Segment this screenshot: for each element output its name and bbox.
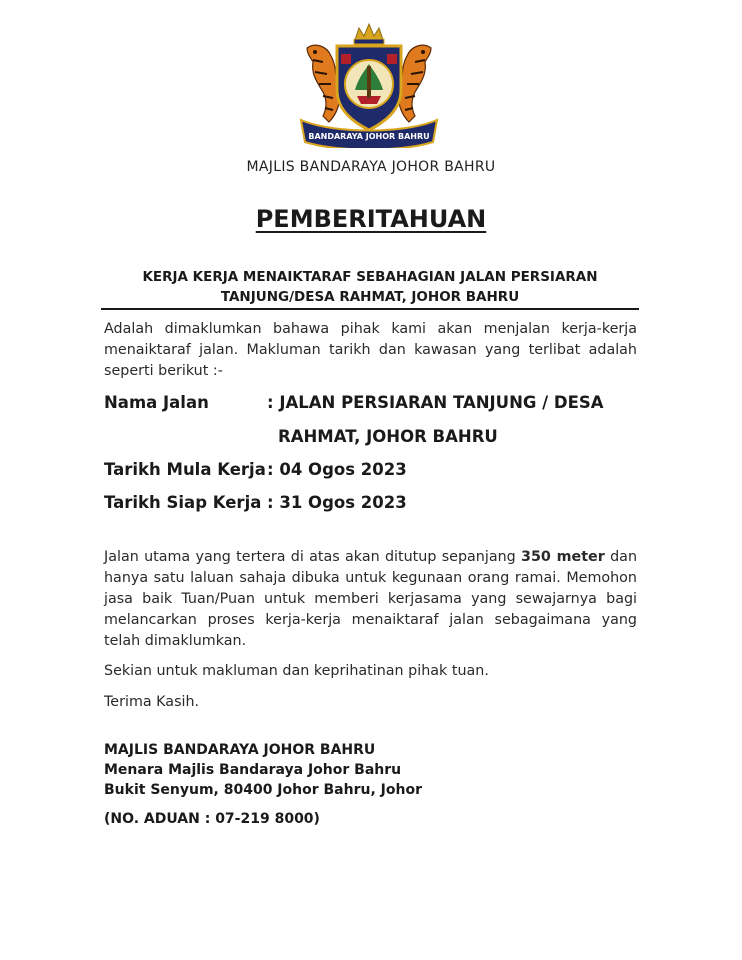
complaint-number: (NO. ADUAN : 07-219 8000) xyxy=(104,811,320,827)
left-tiger-icon xyxy=(307,45,340,122)
notice-title: PEMBERITAHUAN xyxy=(255,205,487,233)
crest-emblem-icon xyxy=(293,20,445,148)
organization-name: MAJLIS BANDARAYA JOHOR BAHRU xyxy=(246,159,496,175)
road-name-value-continued: RAHMAT, JOHOR BAHRU xyxy=(278,427,498,446)
intro-paragraph: Adalah dimaklumkan bahawa pihak kami akan menjalan kerja-kerja menaiktaraf jalan. Makluman tarikh dan kawasan yang terlibat adalah seperti berikut :- xyxy=(104,321,637,379)
crest-banner-text: BANDARAYA JOHOR BAHRU xyxy=(308,132,430,141)
end-date-value: : 31 Ogos 2023 xyxy=(267,493,407,512)
road-name-row xyxy=(104,393,644,412)
right-tiger-icon xyxy=(398,45,431,122)
crown-icon xyxy=(354,24,384,44)
start-date-label: Tarikh Mula Kerja xyxy=(104,460,266,479)
road-name-value: : JALAN PERSIARAN TANJUNG / DESA xyxy=(267,393,604,412)
city-crest xyxy=(293,20,445,148)
closure-text-end: dan hanya satu laluan sahaja dibuka untuk kegunaan orang ramai. Memohon jasa baik Tuan/Puan untuk memberi kerjasama yang sewajarnya bagi melancarkan proses kerja-kerja menaiktaraf jalan sebagaimana yang telah dimaklumkan. xyxy=(104,549,638,649)
end-date-label: Tarikh Siap Kerja xyxy=(104,493,262,512)
start-date-row xyxy=(104,460,644,479)
closure-paragraph xyxy=(104,547,637,652)
closing-paragraph: Sekian untuk makluman dan keprihatinan pihak tuan. xyxy=(104,663,489,679)
start-date-value: : 04 Ogos 2023 xyxy=(267,460,407,479)
notice-subject xyxy=(100,267,640,307)
closure-text-start: Jalan utama yang tertera di atas akan ditutup sepanjang xyxy=(104,549,522,565)
thanks-paragraph: Terima Kasih. xyxy=(104,694,200,710)
end-date-row xyxy=(104,493,644,512)
road-name-label: Nama Jalan xyxy=(104,393,209,412)
signature-building: Menara Majlis Bandaraya Johor Bahru xyxy=(104,762,402,778)
subject-divider xyxy=(101,308,639,310)
shield-icon xyxy=(337,46,401,130)
closure-distance: 350 meter xyxy=(521,549,605,565)
subject-line-1: KERJA KERJA MENAIKTARAF SEBAHAGIAN JALAN PERSIARAN xyxy=(142,269,598,285)
subject-line-2: TANJUNG/DESA RAHMAT, JOHOR BAHRU xyxy=(220,289,520,305)
signature-organization: MAJLIS BANDARAYA JOHOR BAHRU xyxy=(104,742,376,758)
signature-address: Bukit Senyum, 80400 Johor Bahru, Johor xyxy=(104,782,422,798)
